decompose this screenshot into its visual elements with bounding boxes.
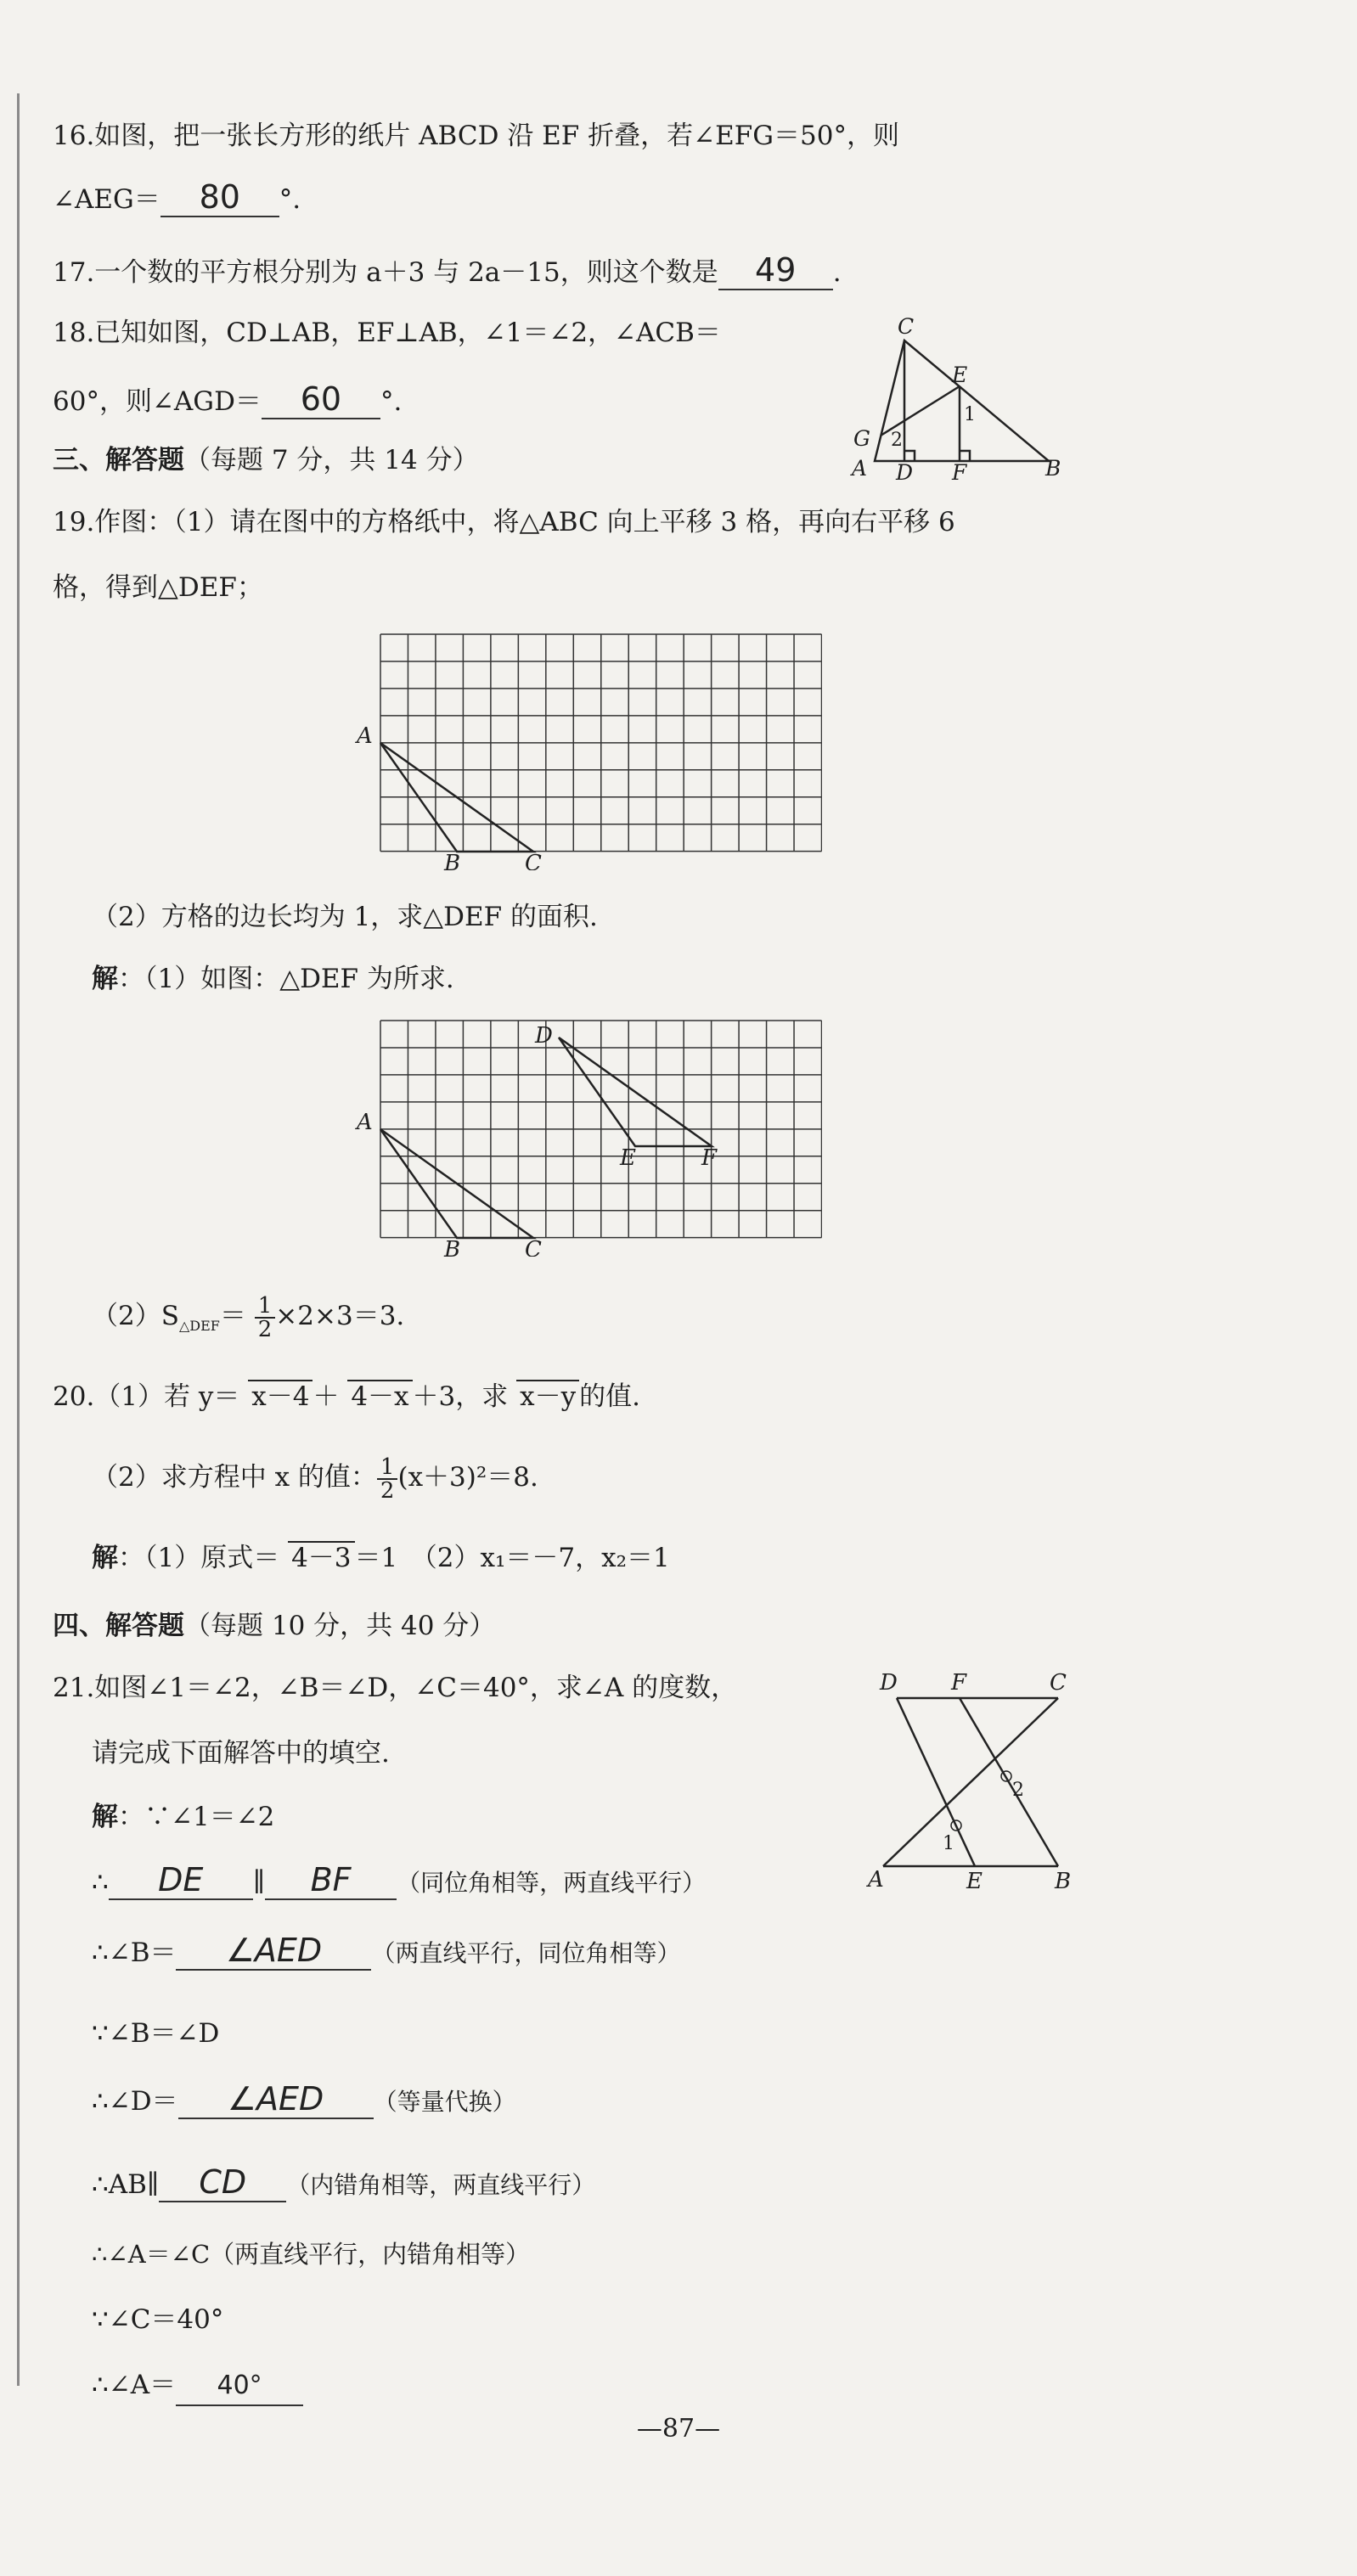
q21-step4: ∴∠D＝ ∠AED （等量代换） [92, 2080, 516, 2118]
q18-label-d: D [896, 460, 914, 480]
q19-grid-question [346, 633, 822, 870]
q21-figure [866, 1664, 1078, 1910]
q21-answer-aed-1: ∠AED [176, 1932, 371, 1971]
q21-step6: ∴∠A＝∠C（两直线平行，内错角相等） [92, 2240, 531, 2269]
q21-sol-start: 解：∵∠1＝∠2 [92, 1802, 275, 1832]
section3-heading: 三、解答题（每题 7 分，共 14 分） [53, 445, 479, 475]
grid1-label-c: C [525, 851, 542, 870]
grid2-label-e: E [620, 1145, 636, 1171]
binding-margin-line [17, 93, 20, 2386]
q18-label-b: B [1045, 456, 1061, 480]
q21-text-line1: 21.如图∠1＝∠2，∠B＝∠D，∠C＝40°，求∠A 的度数， [53, 1673, 738, 1703]
q19-text-line1: 19.作图：（1）请在图中的方格纸中，将△ABC 向上平移 3 格，再向右平移 6 [53, 507, 955, 537]
q21-label-d: D [880, 1670, 898, 1696]
q16-text: 16.如图，把一张长方形的纸片 ABCD 沿 EF 折叠，若∠EFG＝50°，则 [53, 121, 899, 151]
grid2-label-c: C [525, 1237, 542, 1257]
section4-heading: 四、解答题（每题 10 分，共 40 分） [53, 1611, 496, 1641]
q19-solution2: $(2)S_{\triangle DEF}=$ $\frac{1}{2}$ ×2×3＝3. [92, 1292, 405, 1342]
q21-answer-aed-2: ∠AED [178, 2080, 374, 2119]
q18-label-e: E [952, 363, 968, 387]
q16-answer: 80 [160, 178, 279, 217]
q21-label-e: E [966, 1869, 983, 1894]
q18-answer-line: 60°，则∠AGD＝ 60 °. [53, 380, 403, 418]
q21-step3: ∵∠B＝∠D [92, 2018, 220, 2049]
q21-step1: ∴ DE ∥ BF （同位角相等，两直线平行） [92, 1861, 707, 1898]
q17-answer: 49 [718, 251, 833, 290]
grid1-label-a: A [357, 723, 373, 749]
q21-step5: ∴AB∥ CD （内错角相等，两直线平行） [92, 2163, 596, 2201]
grid2-label-d: D [535, 1023, 553, 1049]
q21-answer-de: DE [109, 1861, 253, 1900]
grid2-label-b: B [444, 1237, 461, 1257]
q20-part2: （2）求方程中 x 的值： $\frac{1}{2}$ (x＋3)²＝8. [92, 1454, 538, 1504]
grid1-label-b: B [444, 851, 461, 870]
q21-answer-bf: BF [265, 1861, 397, 1900]
q21-text-line2: 请完成下面解答中的填空. [92, 1738, 390, 1769]
q16-answer-line: ∠AEG＝ 80 °. [53, 178, 301, 216]
q21-angle-2: 2 [1012, 1780, 1024, 1801]
q18-answer: 60 [262, 380, 380, 419]
q18-label-g: G [853, 426, 870, 451]
q18-angle-2: 2 [891, 430, 903, 451]
page-number: —87— [636, 2414, 721, 2444]
grid2-label-a: A [357, 1110, 373, 1135]
q19-solution1: 解：（1）如图：△DEF 为所求. [92, 964, 454, 994]
q20-part1: 20.（1）若 y＝ x－4 ＋ 4－x ＋3，求 x－y 的值. [53, 1381, 640, 1412]
q21-answer-40: 40° [176, 2367, 303, 2406]
q21-angle-1: 1 [943, 1833, 954, 1854]
q21-step2: ∴∠B＝ ∠AED （两直线平行，同位角相等） [92, 1932, 681, 1969]
q21-label-b: B [1055, 1869, 1072, 1894]
q18-label-f: F [952, 460, 967, 480]
q19-text-line2: 格，得到△DEF； [53, 572, 263, 603]
q21-answer-cd: CD [159, 2163, 286, 2202]
q18-angle-1: 1 [964, 404, 976, 425]
q21-label-c: C [1050, 1670, 1067, 1696]
q17-line: 17.一个数的平方根分别为 a＋3 与 2a－15，则这个数是 49 . [53, 251, 842, 289]
q21-step7: ∵∠C＝40° [92, 2304, 224, 2335]
q20-solution: 解：（1）原式＝ 4－3 ＝1 （2）x₁＝－7，x₂＝1 [92, 1543, 670, 1573]
q18-label-c: C [898, 314, 915, 339]
q21-step8: ∴∠A＝ 40° [92, 2367, 303, 2406]
q21-label-f: F [951, 1670, 967, 1696]
q18-label-a: A [852, 456, 868, 480]
q18-text: 18.已知如图，CD⊥AB，EF⊥AB，∠1＝∠2，∠ACB＝ [53, 318, 721, 348]
q19-part2: （2）方格的边长均为 1，求△DEF 的面积. [92, 902, 598, 932]
q21-label-a: A [868, 1867, 884, 1893]
q18-figure [836, 310, 1066, 480]
grid2-label-f: F [701, 1145, 718, 1171]
q19-grid-answer [346, 1019, 822, 1257]
